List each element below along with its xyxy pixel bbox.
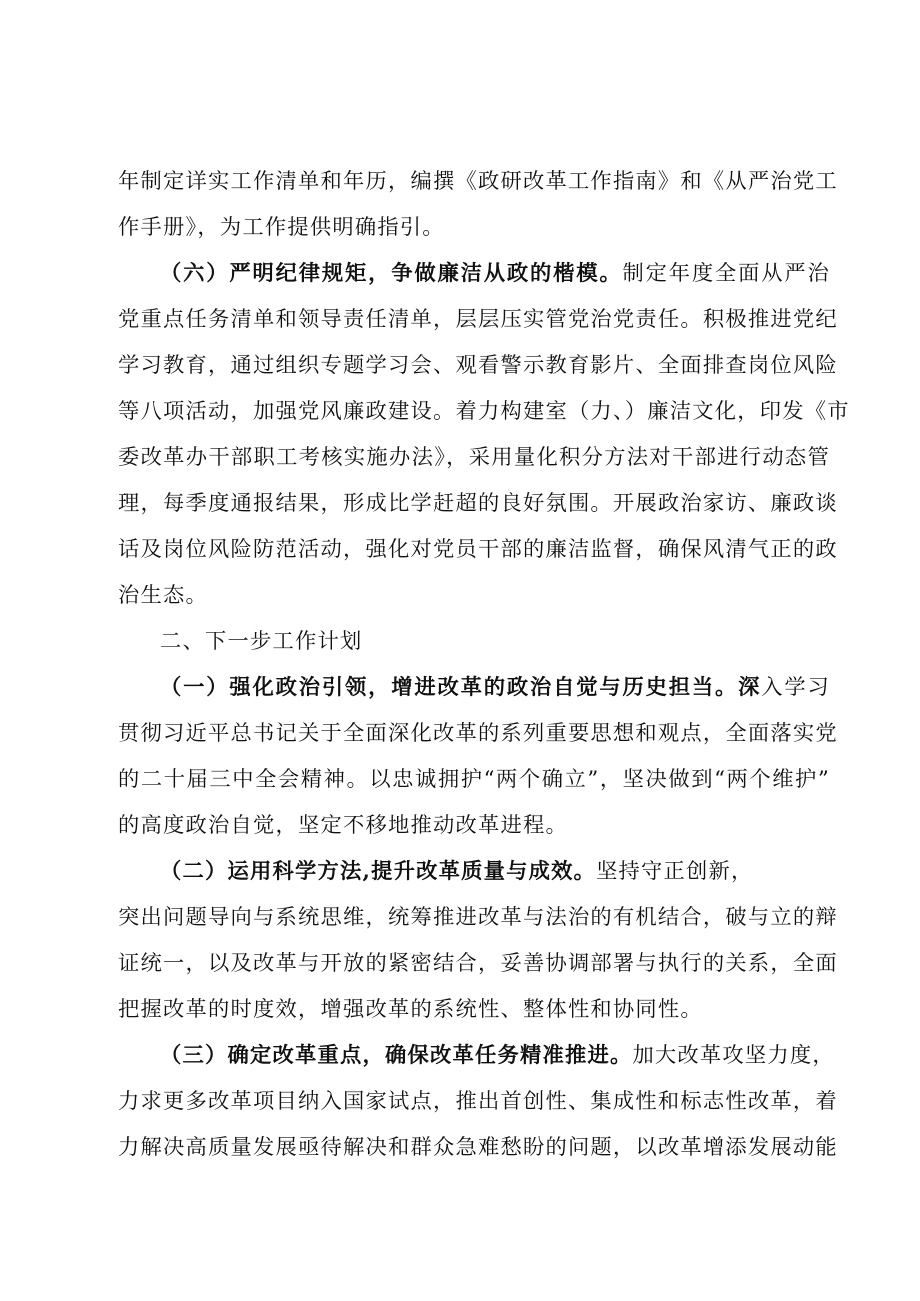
section-heading: （一）强化政治引领，增进改革的政治自觉与历史担当。深 xyxy=(160,675,762,700)
section-text: 加大改革攻坚力度， xyxy=(632,1043,835,1068)
section-title: 二、下一步工作计划 xyxy=(160,629,363,654)
body-line: 突出问题导向与系统思维，统筹推进改革与法治的有机结合，破与立的辩 xyxy=(118,905,838,930)
body-line: 治生态。 xyxy=(118,583,208,608)
section-heading-line xyxy=(160,1042,835,1070)
section-text: 入学习 xyxy=(761,675,830,700)
section-heading-line xyxy=(160,674,830,702)
body-line: 力解决高质量发展亟待解决和群众急难愁盼的问题，以改革增添发展动能 xyxy=(118,1135,838,1160)
body-line: 把握改革的时度效，增强改革的系统性、整体性和协同性。 xyxy=(118,997,703,1022)
body-line: 话及岗位风险防范活动，强化对党员干部的廉洁监督，确保风清气正的政 xyxy=(118,537,838,562)
body-line: 贯彻习近平总书记关于全面深化改革的系列重要思想和观点，全面落实党 xyxy=(118,721,838,746)
body-line: 的二十届三中全会精神。以忠诚拥护“两个确立”，坚决做到“两个维护” xyxy=(118,767,830,792)
section-heading-line xyxy=(160,858,830,886)
body-line: 学习教育，通过组织专题学习会、观看警示教育影片、全面排查岗位风险 xyxy=(118,353,838,378)
body-line: 证统一，以及改革与开放的紧密结合，妥善协调部署与执行的关系，全面 xyxy=(118,951,838,976)
section-heading-line xyxy=(160,260,830,288)
section-heading: （六）严明纪律规矩，争做廉洁从政的楷模。 xyxy=(160,261,623,286)
body-line: 委改革办干部职工考核实施办法》，采用量化积分方法对干部进行动态管 xyxy=(118,445,830,470)
body-line: 作手册》，为工作提供明确指引。 xyxy=(118,215,445,240)
body-line: 理，每季度通报结果，形成比学赶超的良好氛围。开展政治家访、廉政谈 xyxy=(118,491,838,516)
section-text: 坚持守正创新， xyxy=(596,859,754,884)
body-line: 力求更多改革项目纳入国家试点，推出首创性、集成性和标志性改革，着 xyxy=(118,1089,838,1114)
section-heading: （三）确定改革重点，确保改革任务精准推进。 xyxy=(160,1043,633,1068)
section-heading: （二）运用科学方法,提升改革质量与成效。 xyxy=(160,859,597,884)
body-line: 的高度政治自觉，坚定不移地推动改革进程。 xyxy=(118,813,568,838)
body-line: 年制定详实工作清单和年历，编撰《政研改革工作指南》和《从严治党工 xyxy=(118,169,838,194)
section-text: 制定年度全面从严治 xyxy=(622,261,830,286)
body-line: 等八项活动，加强党风廉政建设。着力构建室（力、）廉洁文化，印发《市 xyxy=(118,399,850,424)
body-line: 党重点任务清单和领导责任清单，层层压实管党治党责任。积极推进党纪 xyxy=(118,307,838,332)
